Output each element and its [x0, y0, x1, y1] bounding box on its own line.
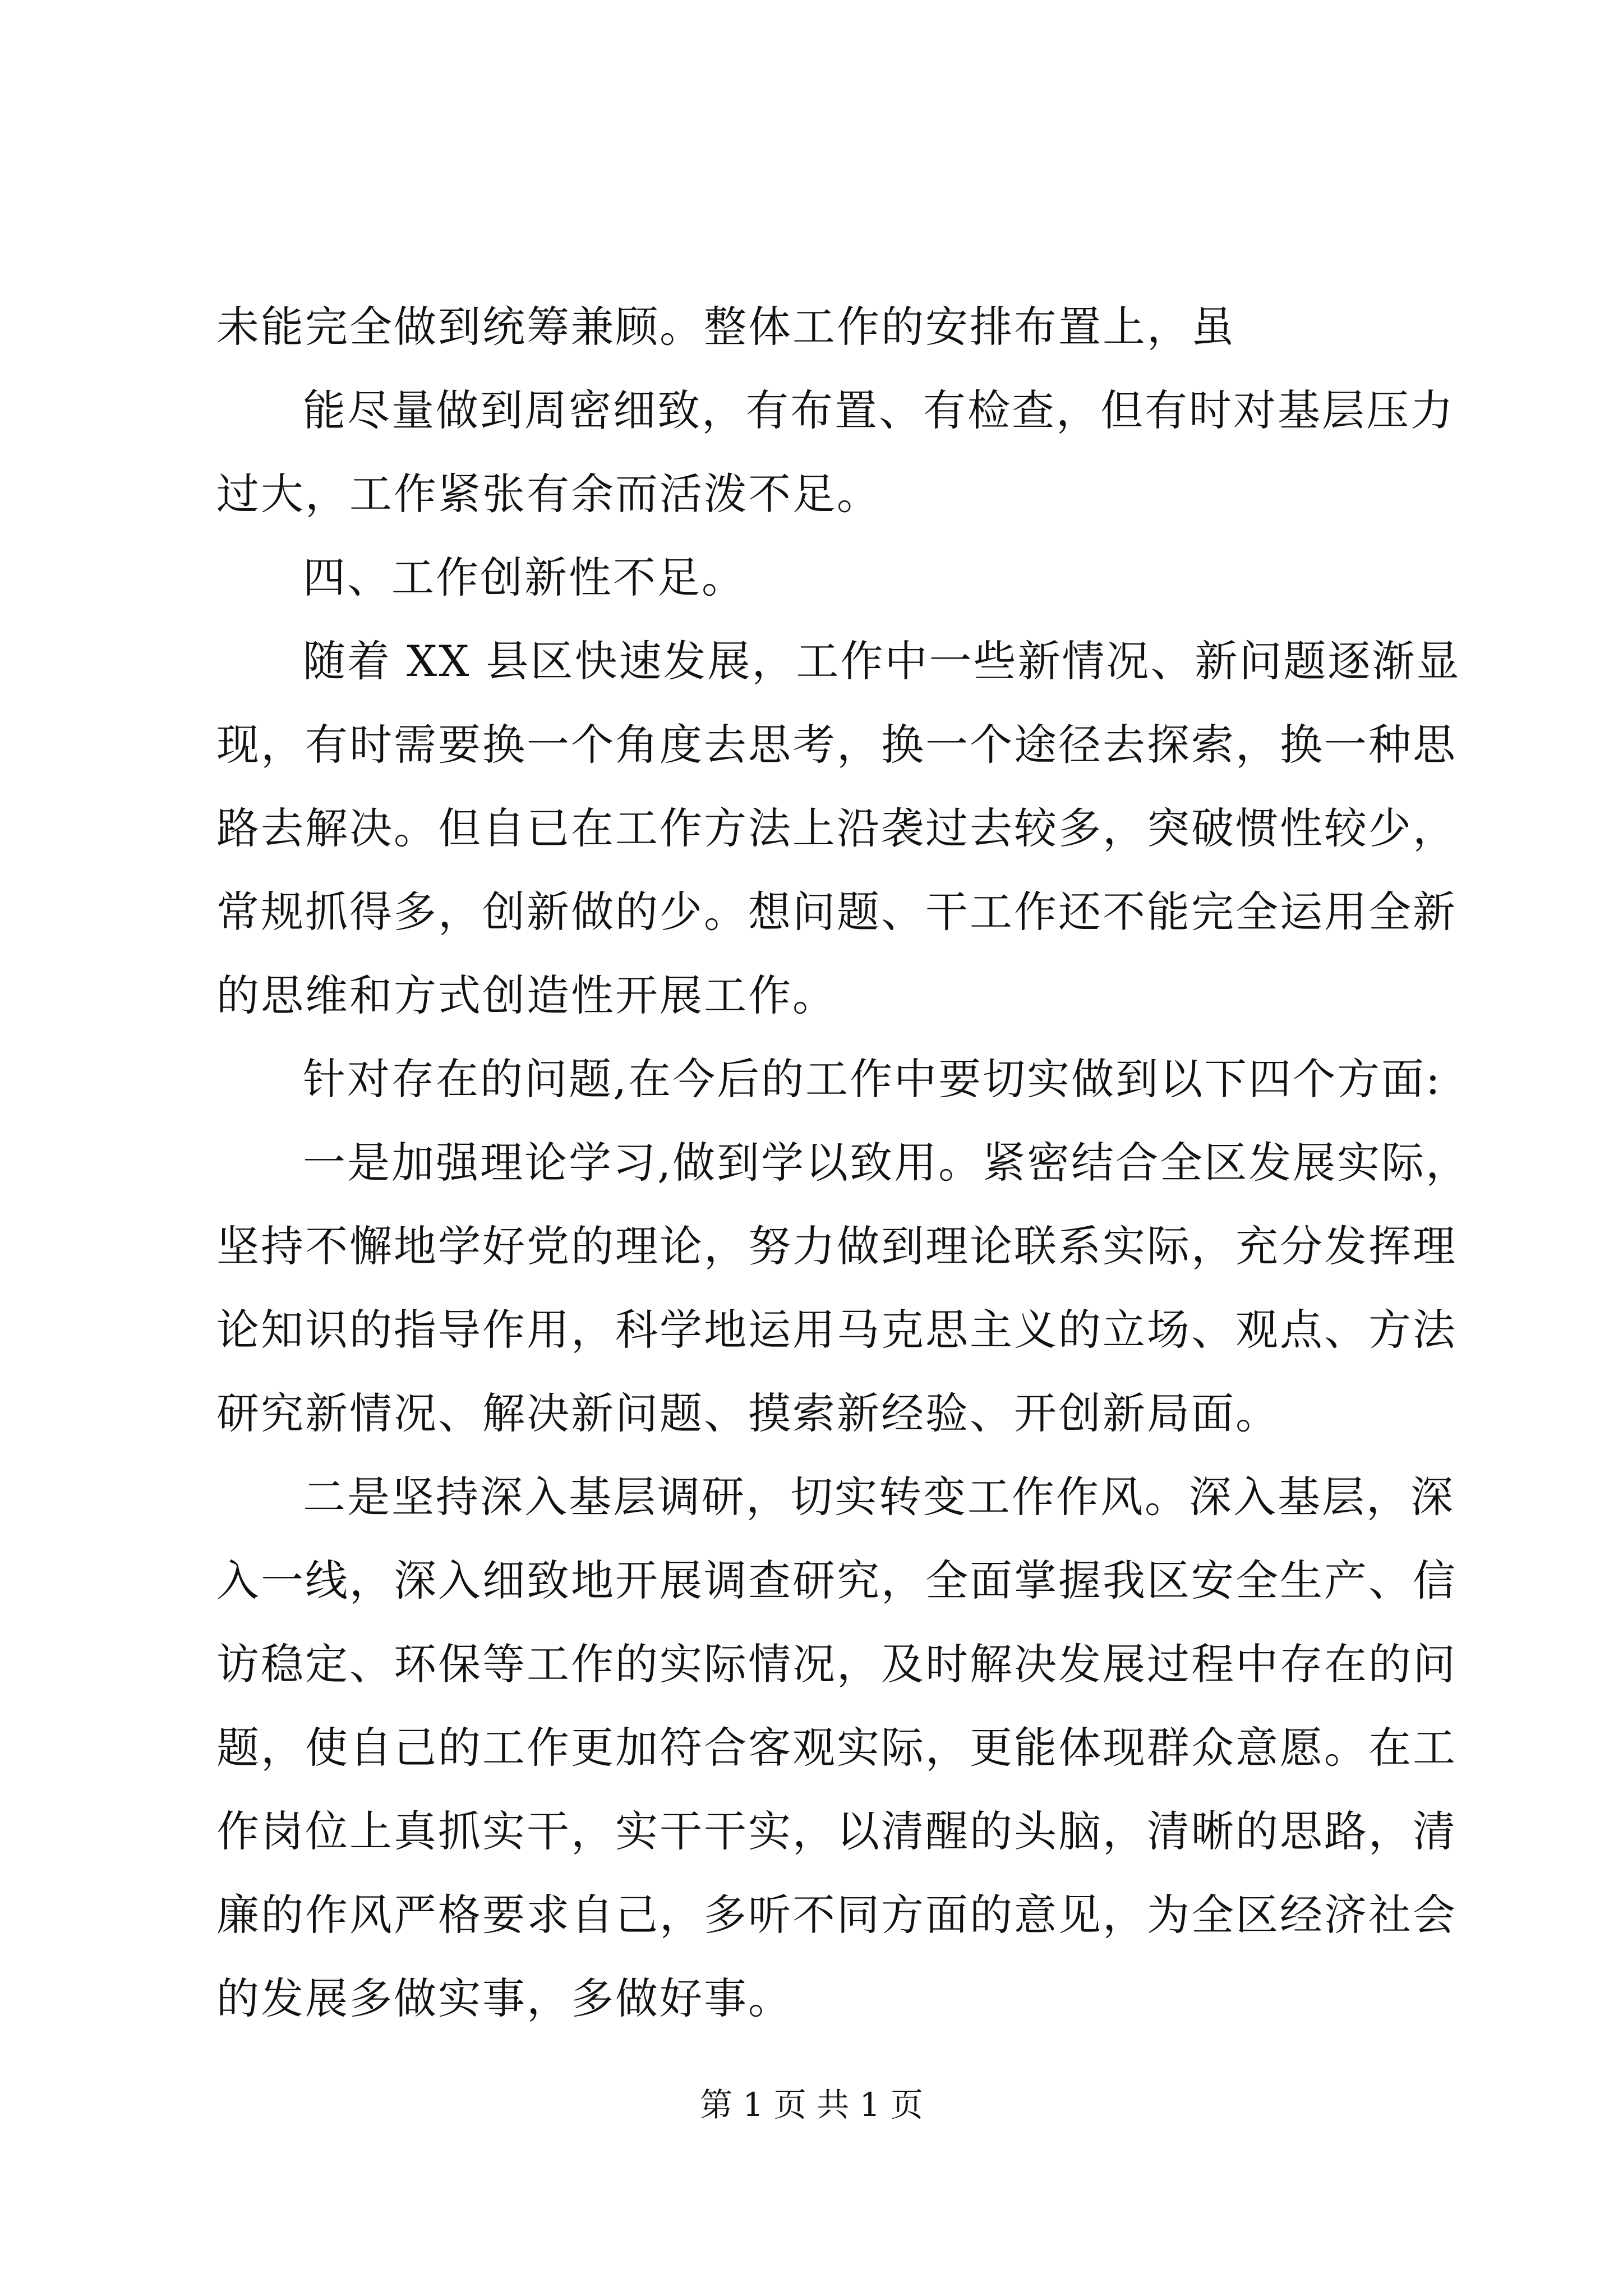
text-line: 论知识的指导作用，科学地运用马克思主义的立场、观点、方法 — [216, 1305, 1457, 1355]
text-line: 路去解决。但自已在工作方法上沿袭过去较多，突破惯性较少， — [216, 803, 1457, 853]
text-line: 题，使自己的工作更加符合客观实际，更能体现群众意愿。在工 — [216, 1723, 1457, 1773]
text-line: 访稳定、环保等工作的实际情况，及时解决发展过程中存在的问 — [216, 1639, 1457, 1689]
text-line: 针对存在的问题,在今后的工作中要切实做到以下四个方面: — [303, 1054, 1442, 1104]
text-line: 入一线，深入细致地开展调查研究，全面掌握我区安全生产、信 — [216, 1556, 1457, 1605]
document-body — [216, 285, 1470, 2040]
text-line: 廉的作风严格要求自己，多听不同方面的意见，为全区经济社会 — [216, 1890, 1457, 1940]
text-line: 一是加强理论学习,做到学以致用。紧密结合全区发展实际， — [303, 1138, 1470, 1188]
text-line: 过大，工作紧张有余而活泼不足。 — [216, 469, 881, 519]
text-line: 未能完全做到统筹兼顾。整体工作的安排布置上，虽 — [216, 302, 1235, 352]
text-line: 研究新情况、解决新问题、摸索新经验、开创新局面。 — [216, 1388, 1280, 1438]
text-line: 的思维和方式创造性开展工作。 — [216, 970, 837, 1020]
text-line: 作岗位上真抓实干，实干干实，以清醒的头脑，清晰的思路，清 — [216, 1806, 1457, 1856]
text-line: 能尽量做到周密细致，有布置、有检查，但有时对基层压力 — [303, 385, 1455, 435]
text-line: 二是坚持深入基层调研，切实转变工作作风。深入基层，深 — [303, 1472, 1455, 1522]
text-line: 的发展多做实事，多做好事。 — [216, 1973, 792, 2023]
text-line: 现，有时需要换一个角度去思考，换一个途径去探索，换一种思 — [216, 720, 1457, 770]
text-line: 随着 XX 县区快速发展，工作中一些新情况、新问题逐渐显 — [303, 636, 1461, 686]
text-line: 坚持不懈地学好党的理论，努力做到理论联系实际，充分发挥理 — [216, 1221, 1457, 1271]
section-heading: 四、工作创新性不足。 — [303, 553, 746, 602]
text-line: 常规抓得多，创新做的少。想问题、干工作还不能完全运用全新 — [216, 887, 1457, 937]
page-number-footer: 第 1 页 共 1 页 — [700, 2086, 923, 2124]
